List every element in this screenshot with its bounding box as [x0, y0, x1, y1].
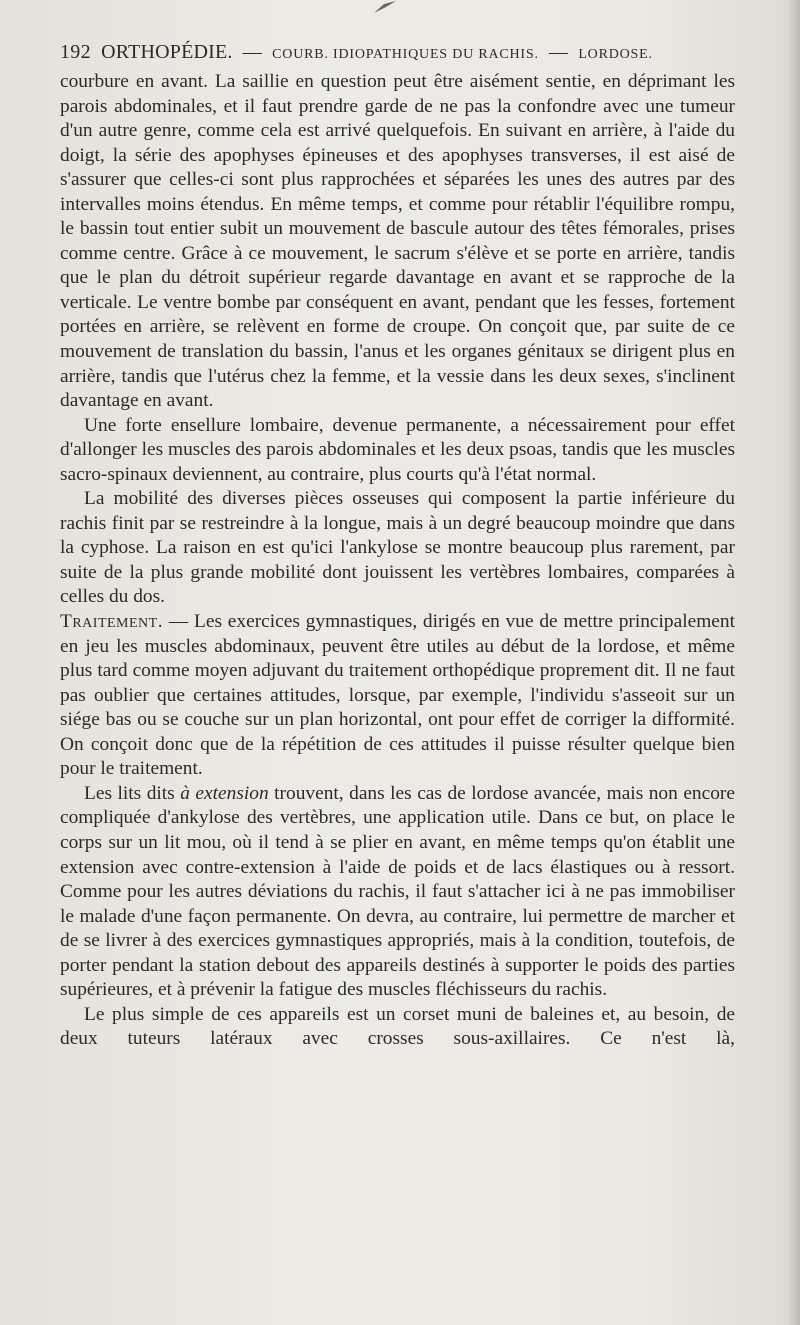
header-title: ORTHOPÉDIE. — [101, 41, 233, 63]
paragraph: La mobilité des diverses pièces osseuses qui composent la partie inférieure du rachis finit par se restreindre à la longue, mais à un degré beaucoup moindre que dans la cyphose. La raison en est qu'ici l'ankylose se montre beaucoup plus rarement, par suite de la plus grande mobilité dont jouissent les vertèbres lombaires, comparées à celles du dos. — [60, 488, 735, 608]
emphasis-term: à extension — [180, 782, 269, 804]
page-number: 192 — [60, 41, 91, 63]
header-separator: — — [548, 42, 569, 63]
paragraph-text: trouvent, dans les cas de lordose avancée, mais non encore compliquée d'ankylose des vertèbres, une application utile. Dans ce but, on place le corps sur un lit mou, où il tend à se plier en avant, en même temps qu'on établit une extension avec contre-extension à l'aide de poids et de lacs élastiques ou à ressort. Comme pour les autres déviations du rachis, il faut s'attacher ici à ne pas immobiliser le malade d'une façon permanente. On devra, au contraire, lui permettre de marcher et de se livrer à des exercices gymnastiques appropriés, mais à la condition, toutefois, de porter pendant la station debout des appareils destinés à supporter le poids des parties supérieures, et à prévenir la fatigue des muscles fléchisseurs du rachis. — [60, 782, 735, 1001]
paragraph-text: — Les exercices gymnastiques, dirigés en vue de mettre principalement en jeu les muscles abdominaux, peuvent être utiles au début de la lordose, et même plus tard comme moyen adjuvant du traitement orthopédique proprement dit. Il ne faut pas oublier que certaines attitudes, lorsque, par exemple, l'individu s'asseoit sur un siége bas ou se couche sur un plan horizontal, ont pour effet de corriger la difformité. On conçoit donc que de la répétition de ces attitudes il puisse résulter quelque bien pour le traitement. — [60, 611, 735, 780]
paragraph — [60, 782, 735, 1003]
running-header — [60, 37, 740, 67]
header-topic: LORDOSE. — [578, 47, 653, 62]
header-section: COURB. IDIOPATHIQUES DU RACHIS. — [272, 47, 539, 62]
paragraph: courbure en avant. La saillie en question peut être aisément sentie, en déprimant les parois abdominales, et il faut prendre garde de ne pas la confondre avec une tumeur d'un autre genre, comme cela est arrivé quelquefois. En suivant en arrière, à l'aide du doigt, la série des apophyses épineuses et des apophyses transverses, il est aisé de s'assurer que celles-ci sont plus rapprochées et séparées les unes des autres par des intervalles moins étendus. En même temps, et comme pour rétablir l'équilibre rompu, le bassin tout entier subit un mouvement de bascule autour des têtes fémorales, prises comme centre. Grâce à ce mouvement, le sacrum s'élève et se porte en arrière, tandis que le plan du détroit supérieur regarde davantage en avant et se rapproche de la verticale. Le ventre bombe par conséquent en avant, pendant que les fesses, fortement portées en arrière, se relèvent en forme de croupe. On conçoit que, par suite de ce mouvement de translation du bassin, l'anus et les organes génitaux se dirigent plus en arrière, tandis que l'utérus chez la femme, et la vessie dans les deux sexes, s'inclinent davantage en avant. — [60, 71, 735, 412]
header-separator: — — [242, 42, 263, 63]
body-text — [60, 70, 735, 1052]
paragraph: Une forte ensellure lombaire, devenue permanente, a nécessairement pour effet d'allonger les muscles des parois abdominales et les deux psoas, tandis que les muscles sacro-spinaux deviennent, au contraire, plus courts qu'à l'état normal. — [60, 414, 735, 485]
paragraph: Le plus simple de ces appareils est un corset muni de baleines et, au besoin, de deux tuteurs latéraux avec crosses sous-axillaires. Ce n'est là, — [60, 1003, 735, 1050]
paragraph-treatment — [60, 610, 735, 782]
page-edge-shadow — [786, 0, 800, 1325]
paragraph-text: Les lits dits — [84, 782, 181, 804]
treatment-heading: Traitement. — [60, 611, 164, 633]
ink-mark-icon — [370, 0, 400, 14]
